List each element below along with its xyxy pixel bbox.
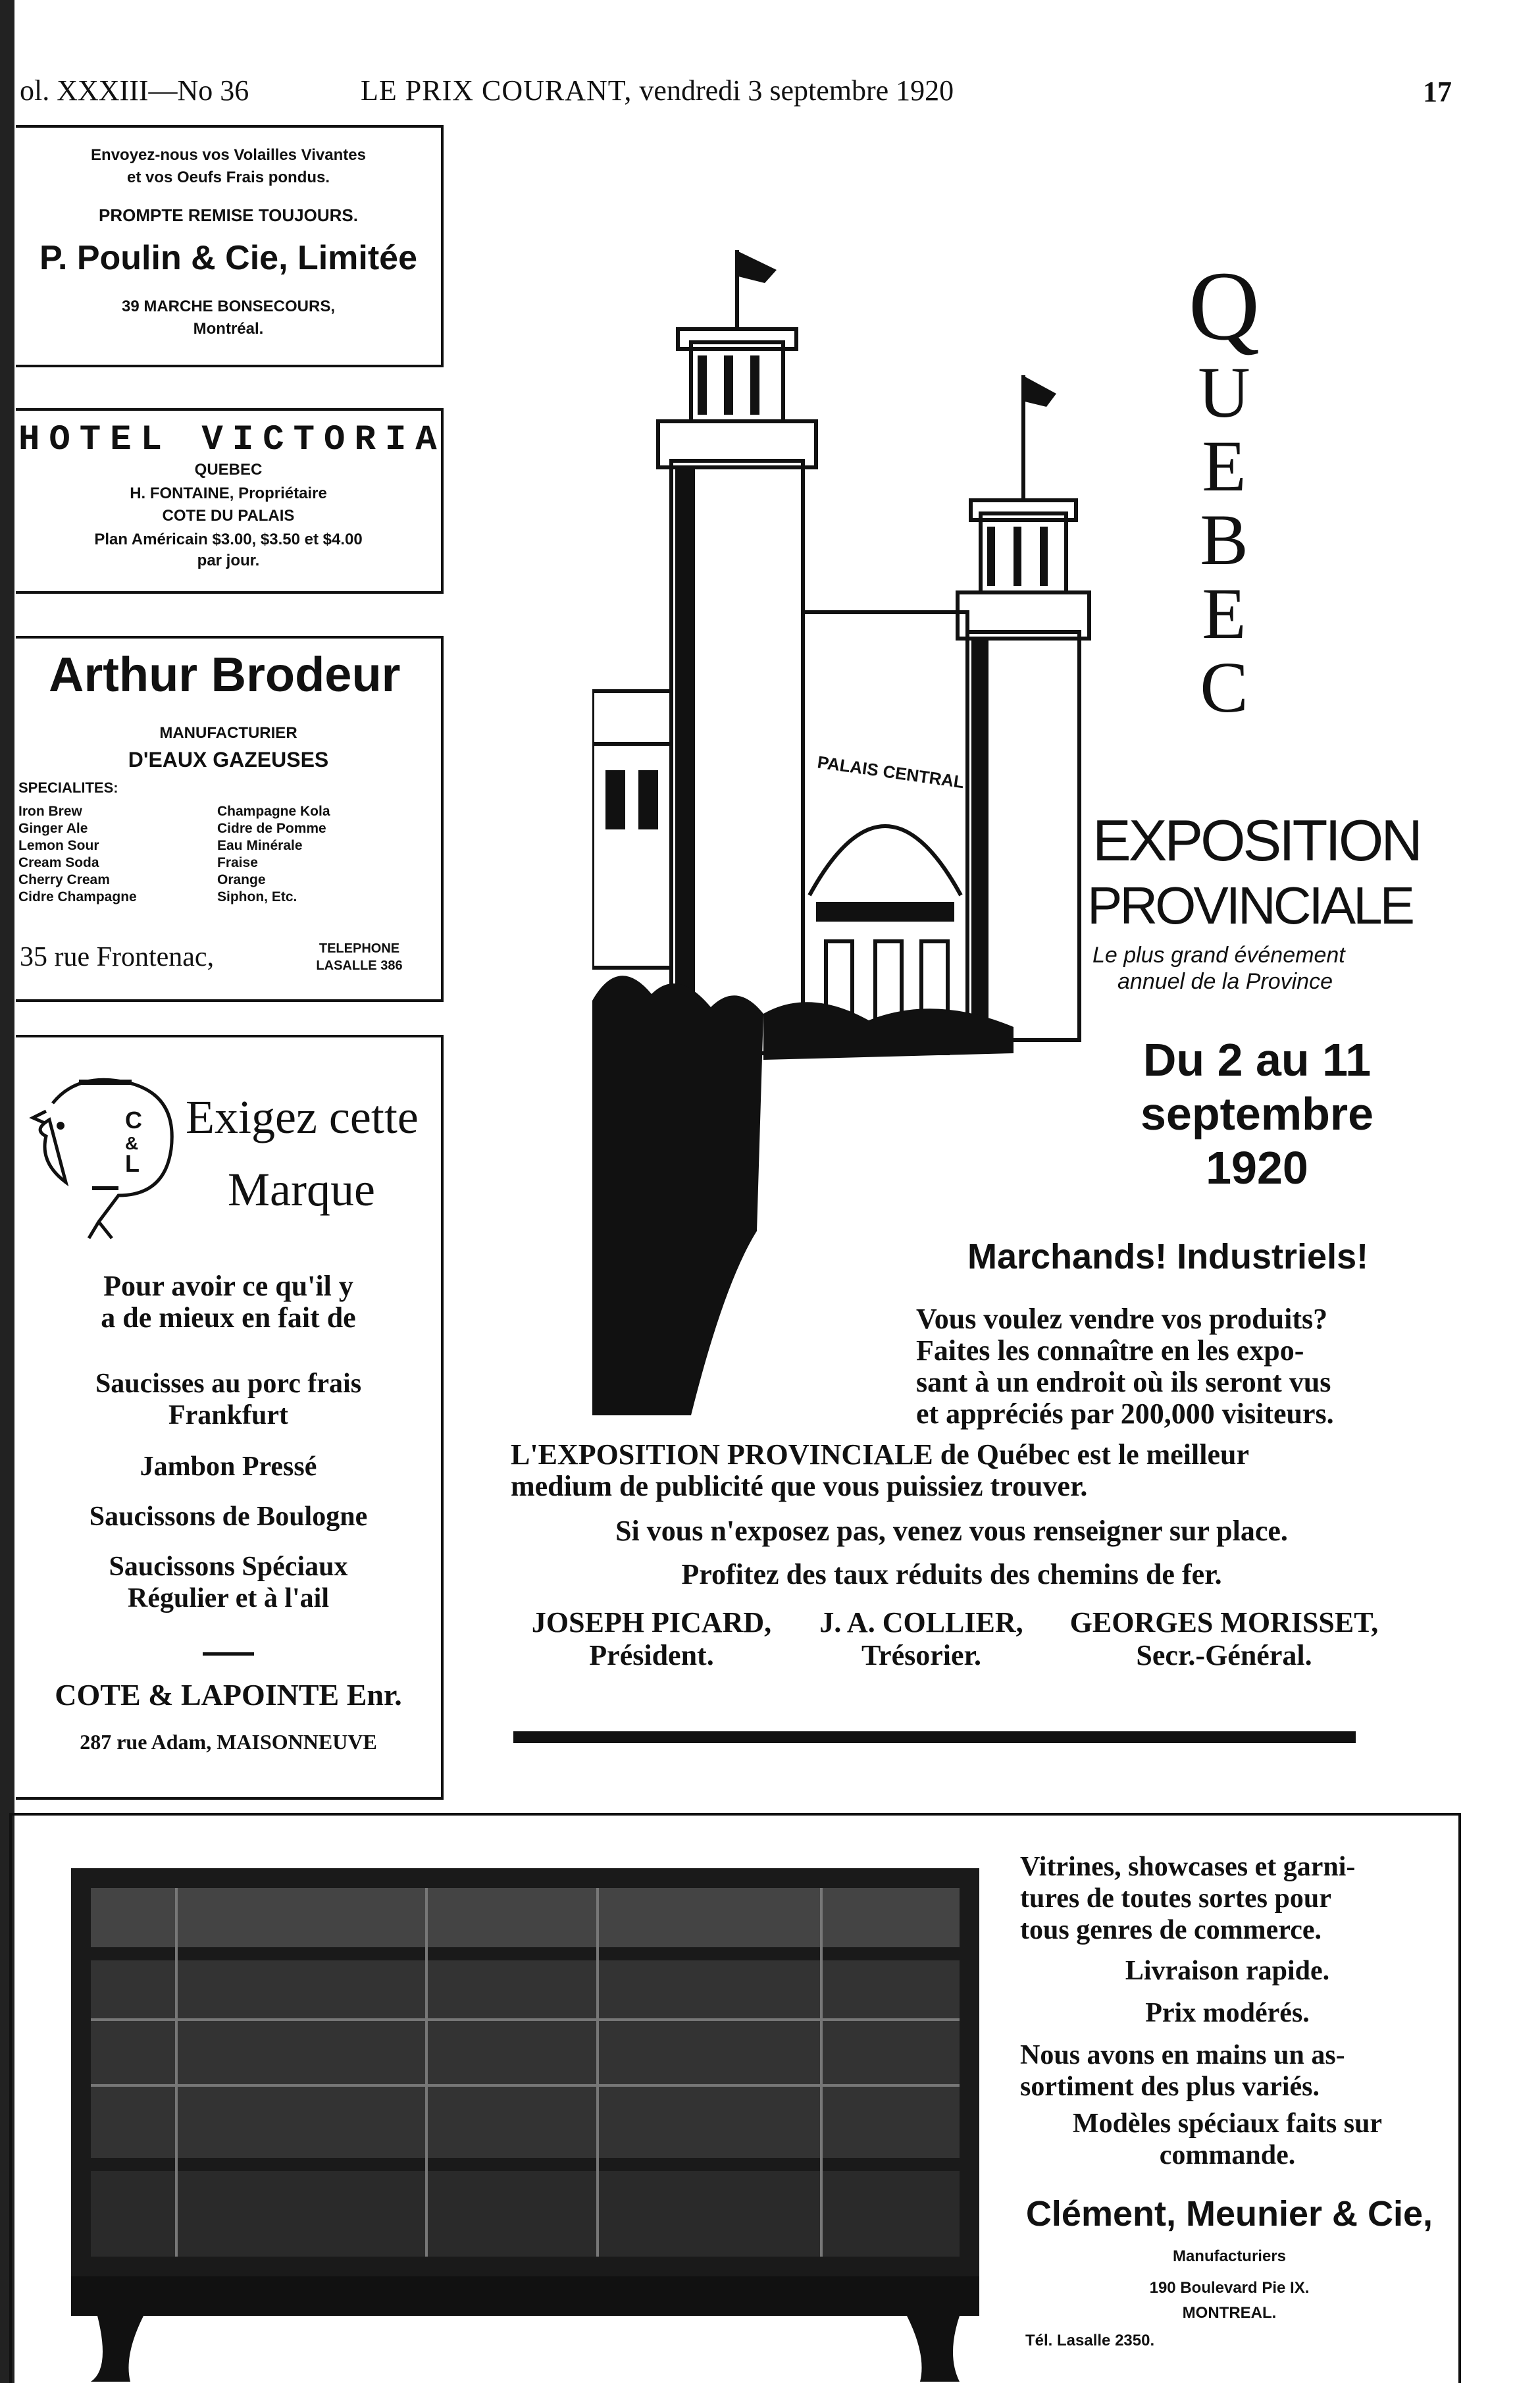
- list-item: Cidre Champagne: [18, 889, 137, 904]
- cote-company: COTE & LAPOINTE Enr.: [55, 1678, 402, 1712]
- list-item: Iron Brew: [18, 804, 82, 819]
- expo-dates-3: 1920: [1206, 1142, 1308, 1193]
- quebec-letter: E: [1202, 426, 1246, 506]
- list-item: Cidre de Pomme: [217, 821, 326, 836]
- expo-para1-line: Vous voulez vendre vos produits?: [916, 1303, 1328, 1335]
- expo-dates-1: Du 2 au 11: [1142, 1034, 1372, 1086]
- list-item: Orange: [217, 872, 266, 887]
- cote-product: Jambon Pressé: [140, 1452, 317, 1482]
- meunier-models: [1020, 2108, 1435, 2171]
- meunier-line: Nous avons en mains un as-: [1020, 2040, 1345, 2070]
- brodeur-name: Arthur Brodeur: [49, 647, 401, 702]
- brodeur-list-left: [18, 803, 137, 906]
- list-item: Eau Minérale: [217, 838, 303, 853]
- hotel-name: HOTEL VICTORIA: [18, 420, 446, 460]
- meunier-company: Clément, Meunier & Cie,: [1025, 2194, 1433, 2234]
- list-item: Ginger Ale: [18, 821, 88, 836]
- ad-brodeur: [16, 636, 444, 1002]
- logo-letter-c: C: [125, 1107, 142, 1134]
- quebec-letter: B: [1200, 500, 1248, 580]
- brodeur-phone: [280, 940, 438, 974]
- cote-product: Frankfurt: [168, 1400, 288, 1430]
- brodeur-list-right: [217, 803, 330, 906]
- meunier-line: Modèles spéciaux faits sur: [1072, 2108, 1383, 2139]
- showcase-illustration: [71, 1868, 992, 2382]
- list-item: Cherry Cream: [18, 872, 110, 887]
- volume-number: ol. XXXIII—No 36: [20, 74, 249, 107]
- pig-logo-icon: [26, 1057, 184, 1248]
- meunier-delivery: Livraison rapide.: [1125, 1956, 1330, 1986]
- hotel-location: COTE DU PALAIS: [162, 507, 295, 525]
- officer-name: GEORGES MORISSET,: [1069, 1606, 1379, 1638]
- quebec-letter: E: [1202, 573, 1246, 654]
- cote-address: 287 rue Adam, MAISONNEUVE: [80, 1730, 377, 1754]
- quebec-title: [1158, 251, 1290, 727]
- meunier-line: tous genres de commerce.: [1020, 1915, 1322, 1945]
- expo-para4: Profitez des taux réduits des chemins de fer.: [681, 1558, 1222, 1590]
- section-rule: [513, 1731, 1356, 1743]
- cote-headline1: Exigez cette: [186, 1091, 419, 1143]
- journal-title: [361, 74, 954, 107]
- quebec-letter: U: [1198, 352, 1250, 432]
- cote-headline2: Marque: [228, 1163, 375, 1216]
- ad-poulin: [16, 125, 444, 367]
- poulin-line2: et vos Oeufs Frais pondus.: [126, 169, 330, 186]
- list-item: Cream Soda: [18, 855, 99, 870]
- poulin-address2: Montréal.: [193, 320, 264, 338]
- meunier-line: tures de toutes sortes pour: [1020, 1883, 1331, 1914]
- meunier-line: commande.: [1159, 2140, 1296, 2170]
- brodeur-trade2: D'EAUX GAZEUSES: [128, 748, 329, 772]
- expo-para2-line: medium de publicité que vous puissiez trouver.: [511, 1470, 1088, 1502]
- cote-intro2: a de mieux en fait de: [101, 1301, 356, 1334]
- poulin-company-name: P. Poulin & Cie, Limitée: [39, 239, 418, 277]
- cote-product: Saucissons de Boulogne: [89, 1502, 368, 1532]
- meunier-address2: MONTREAL.: [1182, 2304, 1277, 2322]
- cote-product: Saucissons Spéciaux: [109, 1552, 348, 1582]
- quebec-letter: C: [1200, 647, 1248, 727]
- expo-para1-line: et appréciés par 200,000 visiteurs.: [916, 1398, 1334, 1430]
- logo-ampersand: &: [125, 1133, 139, 1153]
- ad-cote-lapointe: [16, 1035, 444, 1800]
- poulin-line3: PROMPTE REMISE TOUJOURS.: [99, 205, 358, 225]
- ad-clement-meunier: [9, 1813, 1461, 2383]
- officer-title: Président.: [589, 1639, 714, 1671]
- brodeur-phone-number: LASALLE 386: [316, 958, 403, 973]
- expo-para2: [511, 1439, 1393, 1502]
- meunier-prices: Prix modérés.: [1145, 1998, 1310, 2028]
- expo-para3: Si vous n'exposez pas, venez vous renseigner sur place.: [615, 1515, 1288, 1547]
- expo-title-2: PROVINCIALE: [1087, 876, 1412, 935]
- hotel-rates2: par jour.: [197, 552, 260, 569]
- officer-collier: [790, 1606, 1053, 1672]
- list-item: Champagne Kola: [217, 804, 330, 819]
- expo-para1-line: sant à un endroit où ils seront vus: [916, 1366, 1331, 1398]
- expo-dates-2: septembre: [1140, 1088, 1374, 1139]
- cote-product: Saucisses au porc frais: [95, 1369, 362, 1399]
- meunier-line: Vitrines, showcases et garni-: [1020, 1852, 1356, 1882]
- cote-divider: [203, 1652, 254, 1656]
- officer-morisset: [1046, 1606, 1402, 1672]
- list-item: Fraise: [217, 855, 258, 870]
- list-item: Lemon Sour: [18, 838, 99, 853]
- hotel-city: QUEBEC: [194, 461, 263, 479]
- officer-name: J. A. COLLIER,: [819, 1606, 1023, 1638]
- hotel-rates1: Plan Américain $3.00, $3.50 et $4.00: [94, 531, 363, 548]
- journal-name: LE PRIX COURANT,: [361, 74, 632, 107]
- officer-title: Trésorier.: [861, 1639, 982, 1671]
- expo-para1: [916, 1303, 1390, 1430]
- brodeur-trade1: MANUFACTURIER: [159, 724, 297, 742]
- expo-tagline-1: Le plus grand événement: [1092, 943, 1345, 968]
- officer-picard: [507, 1606, 796, 1672]
- cote-product: Régulier et à l'ail: [128, 1583, 329, 1613]
- poulin-address1: 39 MARCHE BONSECOURS,: [121, 298, 336, 315]
- cote-intro1: Pour avoir ce qu'il y: [103, 1270, 353, 1302]
- quebec-letter: Q: [1188, 251, 1260, 361]
- expo-para2-line: L'EXPOSITION PROVINCIALE de Québec est le meilleur: [511, 1438, 1249, 1471]
- meunier-stock: [1020, 2039, 1441, 2103]
- list-item: Siphon, Etc.: [217, 889, 297, 904]
- issue-date: vendredi 3 septembre 1920: [639, 74, 954, 107]
- brodeur-phone-label: TELEPHONE: [319, 941, 400, 956]
- brodeur-address: 35 rue Frontenac,: [20, 942, 215, 972]
- palais-central-sign: PALAIS CENTRAL: [816, 752, 965, 793]
- expo-para1-line: Faites les connaître en les expo-: [916, 1334, 1304, 1367]
- expo-title-1: EXPOSITION: [1092, 808, 1420, 873]
- meunier-address1: 190 Boulevard Pie IX.: [1149, 2279, 1310, 2297]
- logo-letter-l: L: [125, 1150, 140, 1177]
- page-number: 17: [1423, 76, 1452, 108]
- expo-call: Marchands! Industriels!: [967, 1237, 1369, 1276]
- poulin-line1: Envoyez-nous vos Volailles Vivantes: [91, 146, 366, 164]
- meunier-phone: Tél. Lasalle 2350.: [1025, 2332, 1155, 2349]
- meunier-line: sortiment des plus variés.: [1020, 2072, 1320, 2102]
- brodeur-specialties-label: SPECIALITES:: [18, 779, 118, 796]
- meunier-text: [1020, 1851, 1441, 1946]
- officer-title: Secr.-Général.: [1136, 1639, 1312, 1671]
- officer-name: JOSEPH PICARD,: [531, 1606, 772, 1638]
- meunier-trade: Manufacturiers: [1172, 2247, 1287, 2265]
- hotel-owner: H. FONTAINE, Propriétaire: [130, 484, 327, 502]
- expo-tagline-2: annuel de la Province: [1117, 969, 1333, 994]
- ad-hotel-victoria: [16, 408, 444, 594]
